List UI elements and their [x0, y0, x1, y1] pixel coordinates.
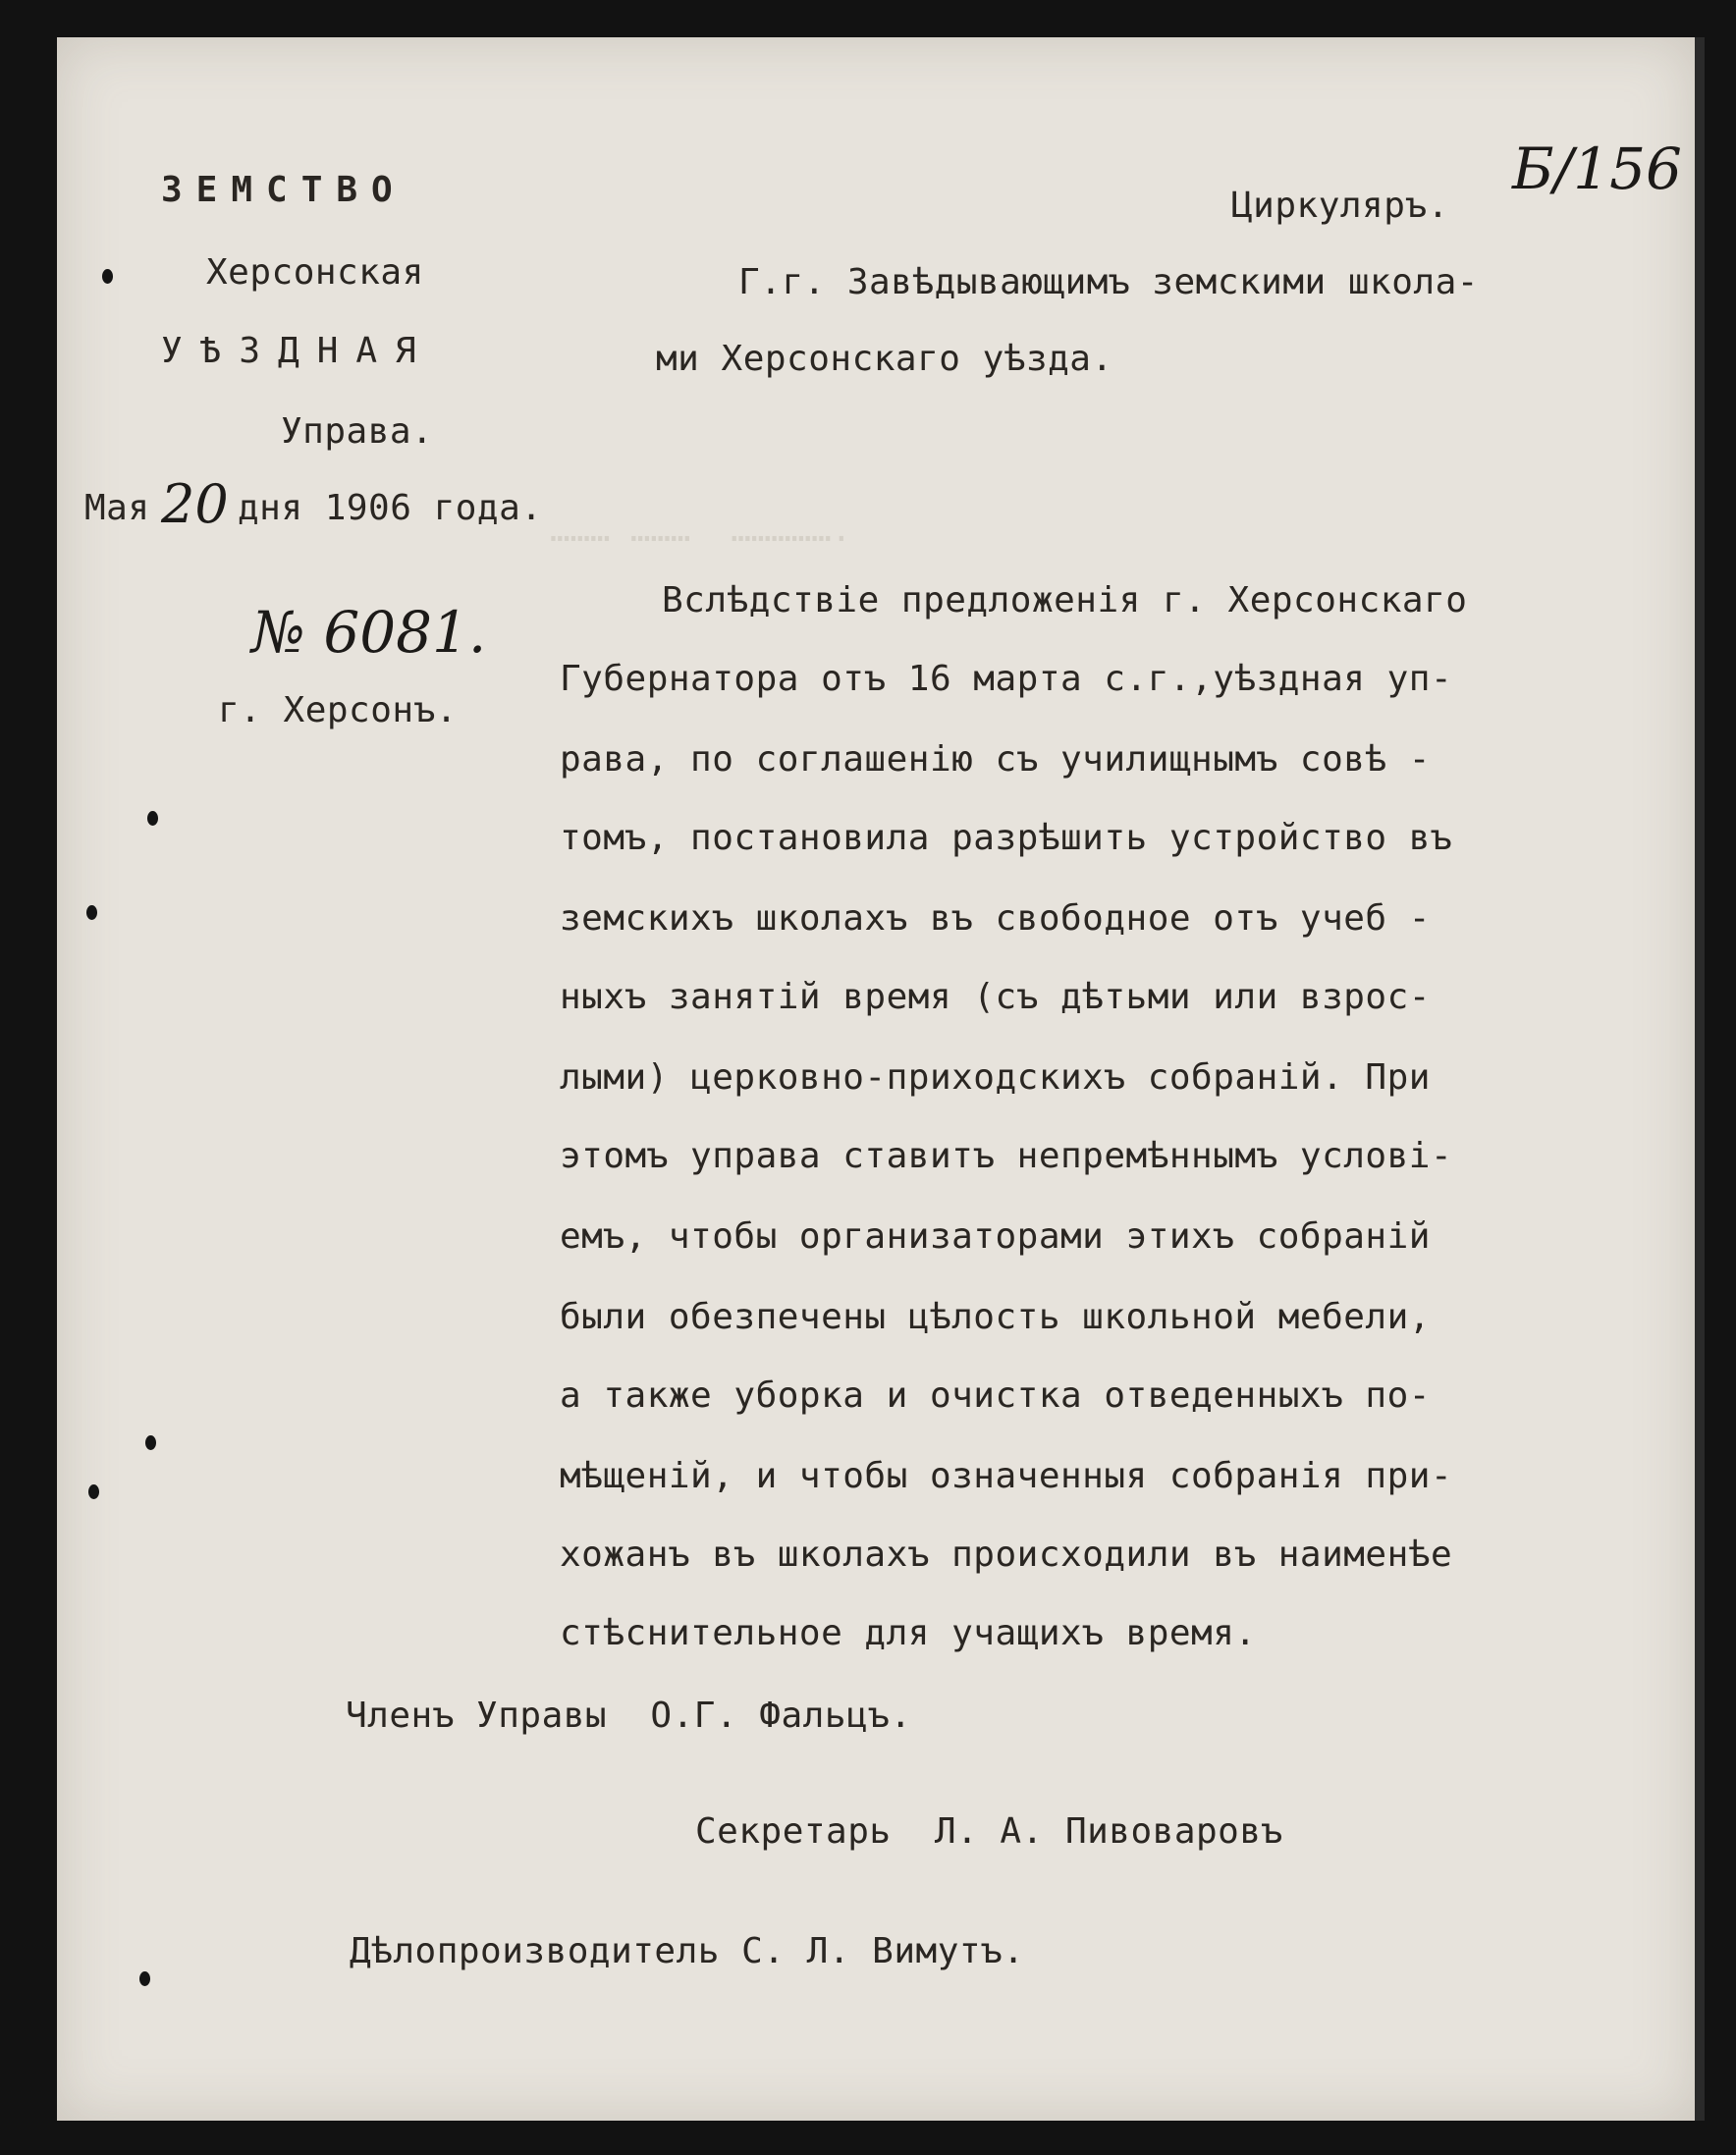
- bleed-through: .…………… ……… ………: [550, 511, 852, 550]
- body-line: а также уборка и очистка отведенныхъ по-: [560, 1375, 1431, 1416]
- punch-hole: [139, 1971, 150, 1986]
- body-line: были обезпечены цѣлость школьной мебели,: [560, 1297, 1431, 1337]
- registration-number-handwritten: № 6081.: [251, 599, 487, 666]
- signature-member: Членъ Управы О.Г. Фальцъ.: [346, 1696, 912, 1736]
- letterhead-uprava: Управа.: [281, 411, 434, 452]
- body-line: томъ, постановила разрѣшить устройство въ: [560, 818, 1453, 858]
- letterhead-uezdnaya: УѢЗДНАЯ: [161, 331, 434, 371]
- punch-hole: [102, 269, 113, 284]
- punch-hole: [147, 811, 158, 826]
- date-rest: дня 1906 года.: [238, 488, 543, 528]
- signature-secretary: Секретарь Л. А. Пивоваровъ: [695, 1811, 1283, 1852]
- file-mark-handwritten: Б/156: [1512, 135, 1682, 202]
- body-line: лыми) церковно-приходскихъ собраній. При: [560, 1057, 1431, 1098]
- body-line: земскихъ школахъ въ свободное отъ учеб -: [560, 898, 1431, 939]
- letterhead-city: г. Херсонъ.: [218, 690, 458, 730]
- punch-hole: [88, 1484, 99, 1499]
- letterhead-kherson: Херсонская: [206, 252, 424, 293]
- punch-hole: [145, 1435, 156, 1450]
- body-line: ныхъ занятій время (съ дѣтьми или взрос-: [560, 977, 1431, 1017]
- body-line: емъ, чтобы организаторами этихъ собраній: [560, 1216, 1431, 1257]
- body-line: хожанъ въ школахъ происходили въ наименѣе: [560, 1535, 1453, 1575]
- body-line: Губернатора отъ 16 марта с.г.,уѣздная уп-: [560, 659, 1453, 699]
- signature-clerk: Дѣлопроизводитель С. Л. Вимутъ.: [350, 1931, 1025, 1971]
- document-type: Циркуляръ.: [1231, 186, 1449, 226]
- body-line: этомъ управа ставитъ непремѣннымъ услові-: [560, 1136, 1453, 1176]
- date-month: Мая: [84, 488, 150, 528]
- letterhead-zemstvo: ЗЕМСТВО: [161, 170, 407, 210]
- punch-hole: [86, 905, 97, 920]
- page-edge: [1695, 37, 1705, 2121]
- body-line: стѣснительное для учащихъ время.: [560, 1613, 1257, 1653]
- date-day-handwritten: 20: [161, 473, 229, 535]
- body-line: рава, по соглашенію съ училищнымъ совѣ -: [560, 739, 1431, 780]
- addressee-line-1: Г.г. Завѣдывающимъ земскими школа-: [738, 262, 1479, 302]
- body-line: мѣщеній, и чтобы означенныя собранія при-: [560, 1456, 1453, 1496]
- body-line: Вслѣдствіе предложенія г. Херсонскаго: [662, 580, 1468, 620]
- addressee-line-2: ми Херсонскаго уѣзда.: [656, 339, 1113, 379]
